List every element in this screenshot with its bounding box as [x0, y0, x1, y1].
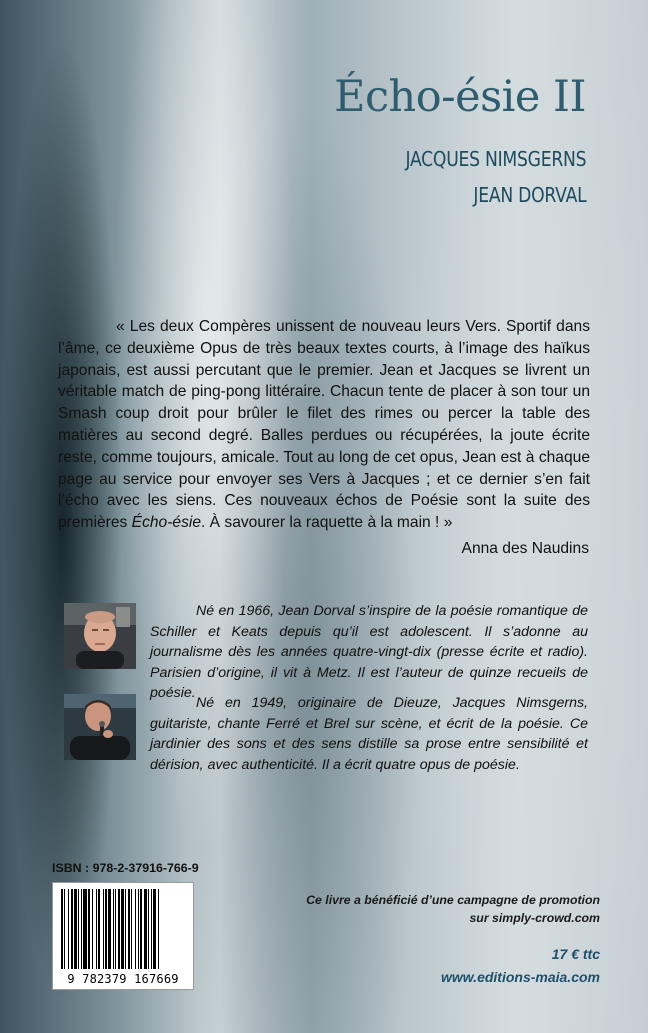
- barcode-digits: 9 782379 167669: [67, 972, 179, 986]
- promo-line-2: sur simply-crowd.com: [469, 911, 600, 925]
- blurb-signature: Anna des Naudins: [461, 540, 589, 557]
- blurb-text: « Les deux Compères unissent de nouveau leurs Vers. Sportif dans l’âme, ce deuxième Opus de très beaux textes courts, à l’image des haïkus japonais, est aussi percutant que le premier. Jean et Jacques se livrent un véritable match de ping-pong littéraire. Chacun tente de placer à son tour un Smash coup droit pour brûler le filet des rimes ou percer la table des matières au second degré. Balles perdues ou récupérées, la joute écrite reste, comme toujours, amicale. Tout au long de cet opus, Jean est à chaque page au service pour envoyer ses Vers à Jacques ; et ce dernier s’en fait l’écho avec les siens. Ces nouveaux échos de Poésie sont la suite des premières: [58, 318, 590, 532]
- blurb-paragraph: [58, 316, 590, 534]
- bio-jean-dorval: Né en 1966, Jean Dorval s’inspire de la poésie romantique de Schiller et Keats depuis qu’il est adolescent. Il s’adonne au journalisme dès les années quatre-vingt-dix (presse écrite et radio). Parisien d’origine, il vit à Metz. Il est l’auteur de quinze recueils de poésie.: [150, 603, 588, 701]
- bio-jacques-nimsgerns: Né en 1949, originaire de Dieuze, Jacques Nimsgerns, guitariste, chante Ferré et Brel sur scène, et écrit de la poésie. Ce jardinier des sons et des sens distille sa prose entre sensibilité et dérision, avec authenticité. Il a écrit quatre opus de poésie.: [150, 695, 588, 773]
- barcode-bars: [59, 889, 189, 969]
- author-name-2: JEAN DORVAL: [472, 183, 586, 207]
- book-title: Écho-ésie II: [334, 72, 586, 122]
- portrait-illustration-1: [64, 603, 136, 669]
- price: 17 € ttc: [551, 946, 600, 962]
- author-photo-jacques-nimsgerns: [64, 694, 136, 760]
- promo-line-1: Ce livre a bénéficié d’une campagne de promotion: [306, 893, 600, 907]
- author-name-1: JACQUES NIMSGERNS: [405, 147, 586, 171]
- blurb-end: . À savourer la raquette à la main ! »: [201, 514, 453, 532]
- blurb-emphasis: Écho-ésie: [131, 514, 202, 532]
- barcode: [52, 882, 194, 990]
- author-photo-jean-dorval: [64, 603, 136, 669]
- portrait-illustration-2: [64, 694, 136, 760]
- isbn-label: ISBN : 978-2-37916-766-9: [52, 861, 199, 875]
- publisher-website: www.editions-maia.com: [441, 969, 600, 985]
